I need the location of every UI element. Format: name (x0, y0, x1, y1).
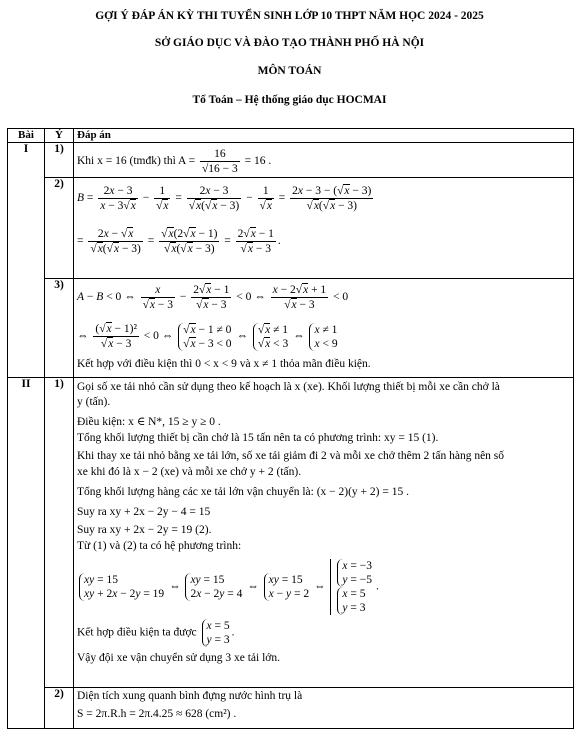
title-line-2: SỞ GIÁO DỤC VÀ ĐÀO TẠO THÀNH PHỐ HÀ NỘI (154, 37, 425, 49)
y-label: 1) (45, 378, 74, 688)
answer-cell (74, 279, 574, 378)
i3-line-1: A − B < 0 ⇔ $\frac{x}{√x - 3}$ − $\frac{2√x - 1}{√x - 3}$ < 0 ⇔ $\frac{x - 2√x + 1}{√x - 3}$ < 0 (77, 284, 349, 311)
table-row (8, 143, 574, 178)
ii1-line: Điều kiện: x ∈ N*, 15 ≥ y ≥ 0 . (77, 416, 221, 428)
table-row (8, 279, 574, 378)
i3-line-2: ⇔ $\frac{\text{(√x − 1)²}}{√x - 3}$ < 0 ⇔ √x − 1 ≠ 0 √x − 3 < 0 ⇔ √x ≠ 1 √x < 3 ⇔ x ≠ 1 x < 9 (77, 323, 338, 350)
ii1-combine-text: Kết hợp điều kiện ta được (77, 626, 197, 639)
y-label: 1) (45, 143, 74, 178)
answer-cell (74, 378, 574, 688)
ii1-line: Từ (1) và (2) ta có hệ phương trình: (77, 540, 242, 552)
col-header-bai: Bài (8, 129, 45, 143)
bai-label-1: I (8, 143, 45, 378)
table-row (8, 378, 574, 688)
i3-conclusion: Kết hợp với điều kiện thì 0 < x < 9 và x ≠ 1 thỏa mãn điều kiện. (77, 358, 371, 370)
ii2-line: S = 2π.R.h = 2π.4.25 ≈ 628 (cm²) . (77, 708, 237, 720)
ii1-line: Suy ra xy + 2x − 2y − 4 = 15 (77, 506, 211, 518)
y-label: 2) (45, 178, 74, 279)
i2-line-2: = $\frac{2x - √x}{√x(√x - 3)}$ = $\frac{√x(2√x - 1)}{√x(√x - 3)}$ = $\frac{2√x - 1}{√x - 3}$ . (77, 228, 281, 255)
ii1-line: y (tấn). (77, 396, 111, 408)
subject-title: MÔN TOÁN (257, 65, 322, 77)
title-line-1: GỢI Ý ĐÁP ÁN KỲ THI TUYỂN SINH LỚP 10 THPT NĂM HỌC 2024 - 2025 (95, 10, 484, 22)
ii1-line: Khi thay xe tải nhỏ bằng xe tải lớn, số xe tải giảm đi 2 và mỗi xe chở thêm 2 tấn hàng nên số (77, 450, 505, 462)
i1-result: = 16 . (244, 155, 272, 168)
answer-cell (74, 178, 574, 279)
ii1-line: Gọi số xe tải nhỏ cần sử dụng theo kế hoạch là x (xe). Khối lượng thiết bị mỗi xe cần chở là (77, 381, 500, 393)
ii1-line: Vậy đội xe vận chuyển sử dụng 3 xe tải lớn. (77, 652, 280, 664)
answer-cell (74, 688, 574, 729)
ii1-line: Suy ra xy + 2x − 2y = 19 (2). (77, 524, 212, 536)
ii1-line: Tổng khối lượng thiết bị cần chở là 15 tấn nên ta có phương trình: xy = 15 (1). (77, 432, 439, 444)
col-header-dapan: Đáp án (74, 129, 574, 143)
answer-table (7, 128, 574, 729)
answer-cell (74, 143, 574, 178)
bai-label-2: II (8, 378, 45, 729)
author-line: Tổ Toán – Hệ thống giáo dục HOCMAI (192, 94, 387, 106)
col-header-y: Ý (45, 129, 74, 143)
ii1-combine: Kết hợp điều kiện ta được x = 5 y = 3. (77, 620, 235, 646)
ii2-line: Diện tích xung quanh bình đựng nước hình trụ là (77, 690, 303, 702)
i1-fraction (200, 147, 240, 176)
table-row (8, 178, 574, 279)
table-header-row (8, 129, 574, 143)
table-row (8, 688, 574, 729)
y-label: 3) (45, 279, 74, 378)
ii1-line: xe khi đó là x − 2 (xe) và mỗi xe chở y + 2 (tấn). (77, 466, 302, 478)
i2-line-1: B = $\frac{2x - 3}{x - 3√x}$ − $\frac{1}{√x}$ = $\frac{2x - 3}{√x(√x - 3)}$ − $\frac{1}{√x}$ = $\frac{2x - 3 - (√x - 3)}{√x(√x - 3)}$ (77, 185, 372, 212)
ii1-line: Tổng khối lượng hàng các xe tải lớn vận chuyển là: (x − 2)(y + 2) = 15 . (77, 486, 409, 498)
ii1-system: xy = 15 xy + 2x − 2y = 19 ⇔ xy = 15 2x − 2y = 4 ⇔ xy = 15 x − y = 2 ⇔ x = −3 y = −5 x = 5 y = 3. (77, 559, 570, 615)
i1-text: Khi x = 16 (tmđk) thì A = (77, 155, 196, 168)
i1-numerator: 16 (200, 147, 240, 162)
y-label: 2) (45, 688, 74, 729)
i1-denominator: √16 − 3 (201, 163, 238, 175)
